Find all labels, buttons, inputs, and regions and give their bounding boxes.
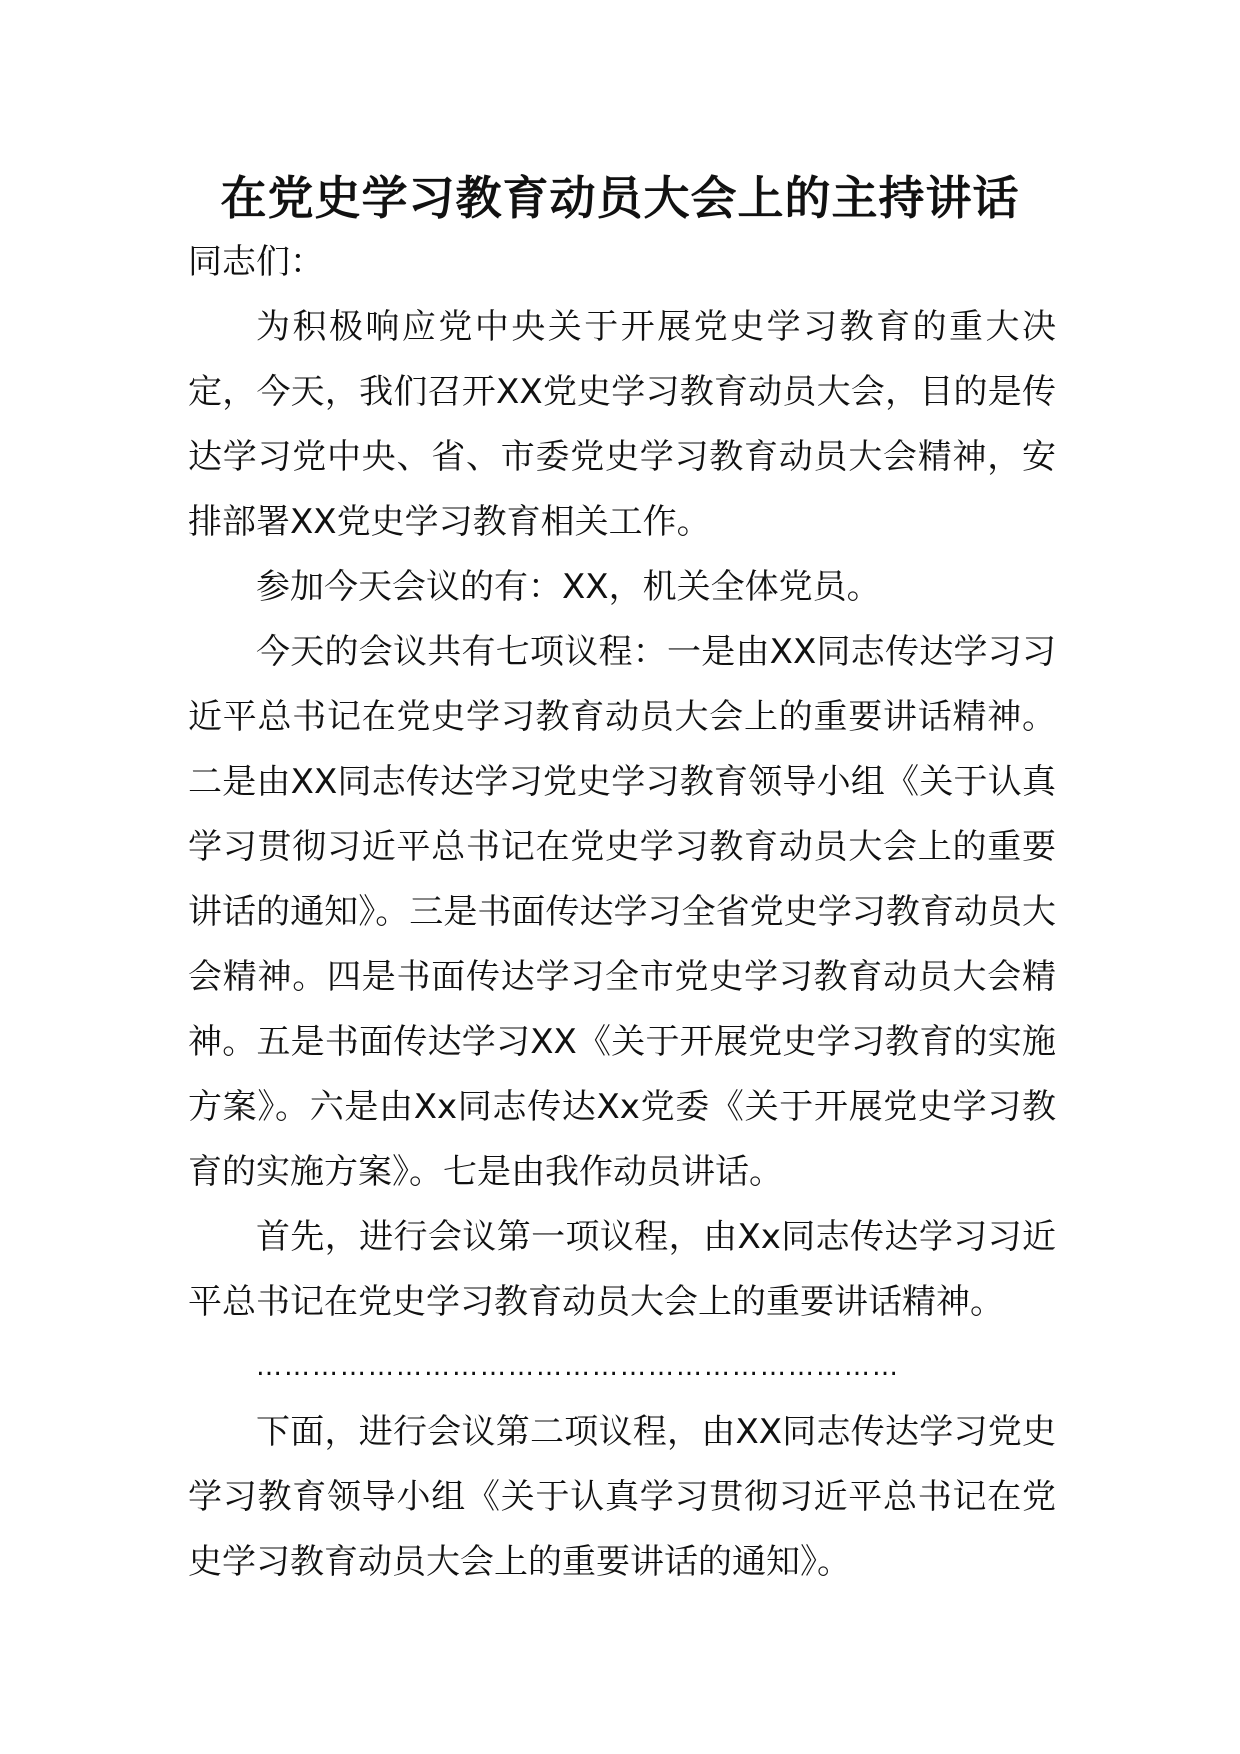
greeting: 同志们： [188,242,324,282]
document-body [188,230,1056,1595]
paragraph-attendees: 参加今天会议的有：XX，机关全体党员。 [256,567,881,607]
paragraph-purpose: 为积极响应党中央关于开展党史学习教育的重大决定，今天，我们召开XX党史学习教育动员大会，目的是传达学习党中央、省、市委党史学习教育动员大会精神，安排部署XX党史学习教育相关工作。 [188,307,1056,542]
paragraph-first-item: 首先，进行会议第一项议程，由Xx同志传达学习习近平总书记在党史学习教育动员大会上的重要讲话精神。 [188,1217,1056,1322]
paragraph-second-item: 下面，进行会议第二项议程，由XX同志传达学习党史学习教育领导小组《关于认真学习贯彻习近平总书记在党史学习教育动员大会上的重要讲话的通知》。 [188,1412,1056,1582]
separator-dots: …………………………………………………………… [256,1352,900,1382]
document-title: 在党史学习教育动员大会上的主持讲话 [220,171,1020,225]
paragraph-agenda: 今天的会议共有七项议程：一是由XX同志传达学习习近平总书记在党史学习教育动员大会上的重要讲话精神。二是由XX同志传达学习党史学习教育领导小组《关于认真学习贯彻习近平总书记在党史学习教育动员大会上的重要讲话的通知》。三是书面传达学习全省党史学习教育动员大会精神。四是书面传达学习全市党史学习教育动员大会精神。五是书面传达学习XX《关于开展党史学习教育的实施方案》。六是由Xx同志传达Xx党委《关于开展党史学习教育的实施方案》。七是由我作动员讲话。 [188,632,1056,1192]
